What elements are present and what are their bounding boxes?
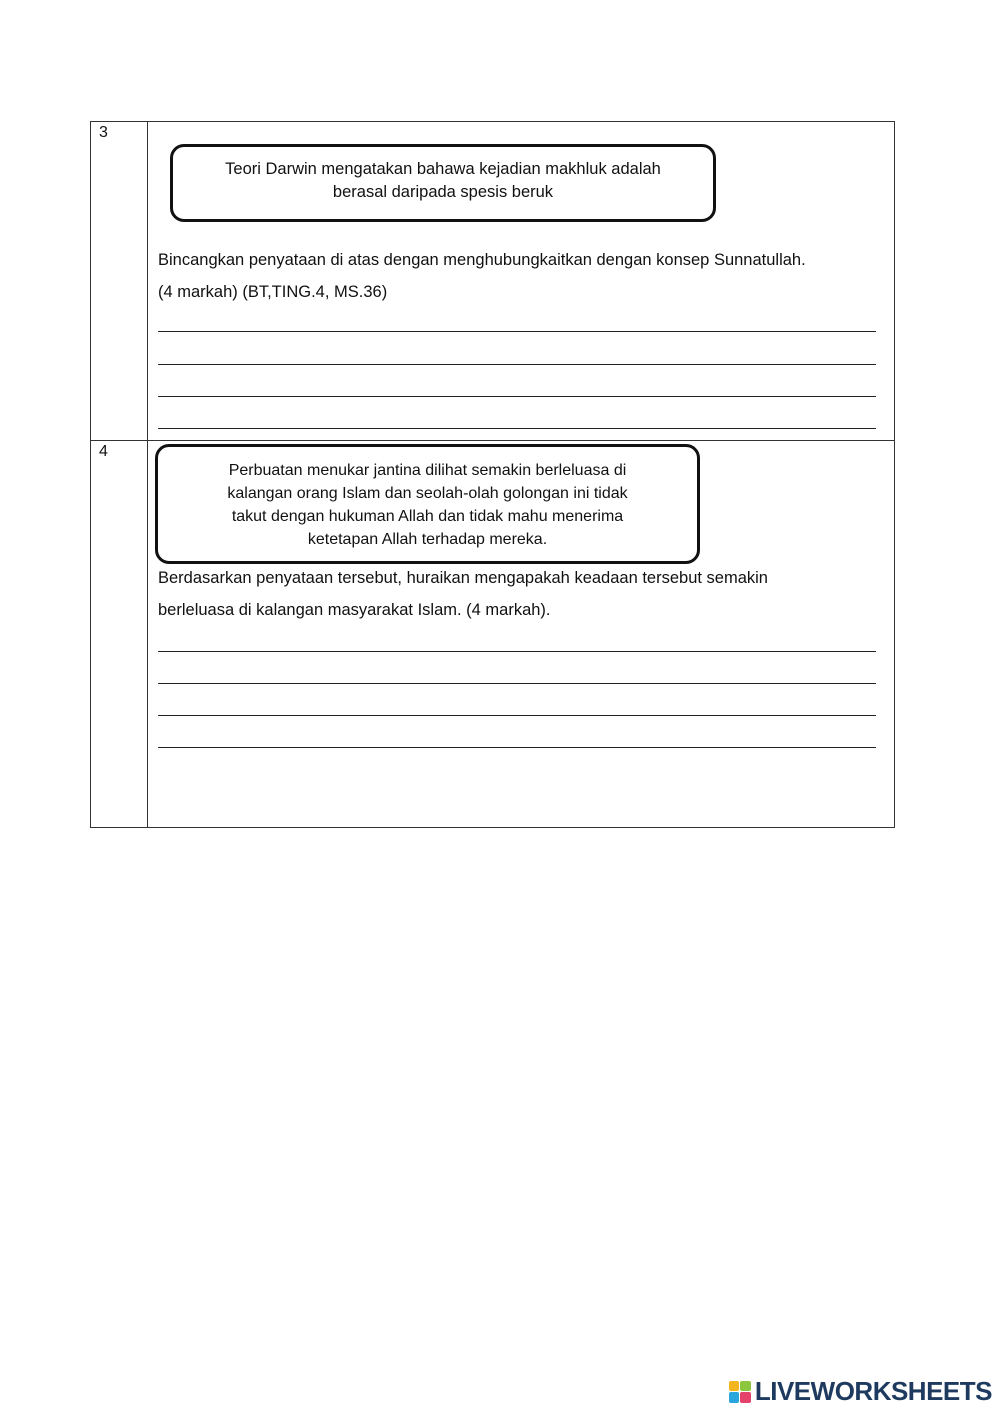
logo-square [740, 1381, 751, 1392]
callout-line: ketetapan Allah terhadap mereka. [307, 531, 548, 548]
question-content [148, 122, 895, 441]
logo-square [729, 1392, 740, 1403]
answer-line[interactable] [158, 396, 876, 397]
question-prompt [158, 244, 888, 308]
prompt-line: berleluasa di kalangan masyarakat Islam. (4 markah). [158, 601, 551, 619]
answer-line[interactable] [158, 651, 876, 652]
callout-line: berasal daripada spesis beruk [332, 183, 554, 201]
statement-callout [170, 144, 716, 222]
logo-square [740, 1392, 751, 1403]
prompt-line: Berdasarkan penyataan tersebut, huraikan mengapakah keadaan tersebut semakin [158, 569, 768, 587]
prompt-line: (4 markah) (BT,TING.4, MS.36) [158, 283, 388, 301]
answer-line[interactable] [158, 715, 876, 716]
question-row-3 [91, 122, 895, 441]
question-row-4 [91, 441, 895, 828]
answer-line[interactable] [158, 683, 876, 684]
question-prompt [158, 562, 888, 626]
callout-line: takut dengan hukuman Allah dan tidak mahu menerima [231, 508, 624, 525]
watermark-text: LIVEWORKSHEETS [754, 1376, 992, 1406]
callout-line: kalangan orang Islam dan seolah-olah golongan ini tidak [227, 485, 628, 502]
callout-line: Teori Darwin mengatakan bahawa kejadian makhluk adalah [225, 160, 661, 178]
question-number: 3 [91, 122, 148, 441]
prompt-line: Bincangkan penyataan di atas dengan menghubungkaitkan dengan konsep Sunnatullah. [158, 251, 806, 269]
answer-line[interactable] [158, 747, 876, 748]
statement-callout [155, 444, 700, 564]
answer-line[interactable] [158, 364, 876, 365]
answer-line[interactable] [158, 428, 876, 429]
question-table [90, 121, 895, 828]
question-number: 4 [91, 441, 148, 828]
callout-line: Perbuatan menukar jantina dilihat semakin berleluasa di [228, 462, 627, 479]
logo-square [729, 1381, 740, 1392]
question-content [148, 441, 895, 828]
liveworksheets-logo-icon [729, 1381, 751, 1403]
answer-line[interactable] [158, 331, 876, 332]
liveworksheets-watermark [729, 1376, 992, 1407]
